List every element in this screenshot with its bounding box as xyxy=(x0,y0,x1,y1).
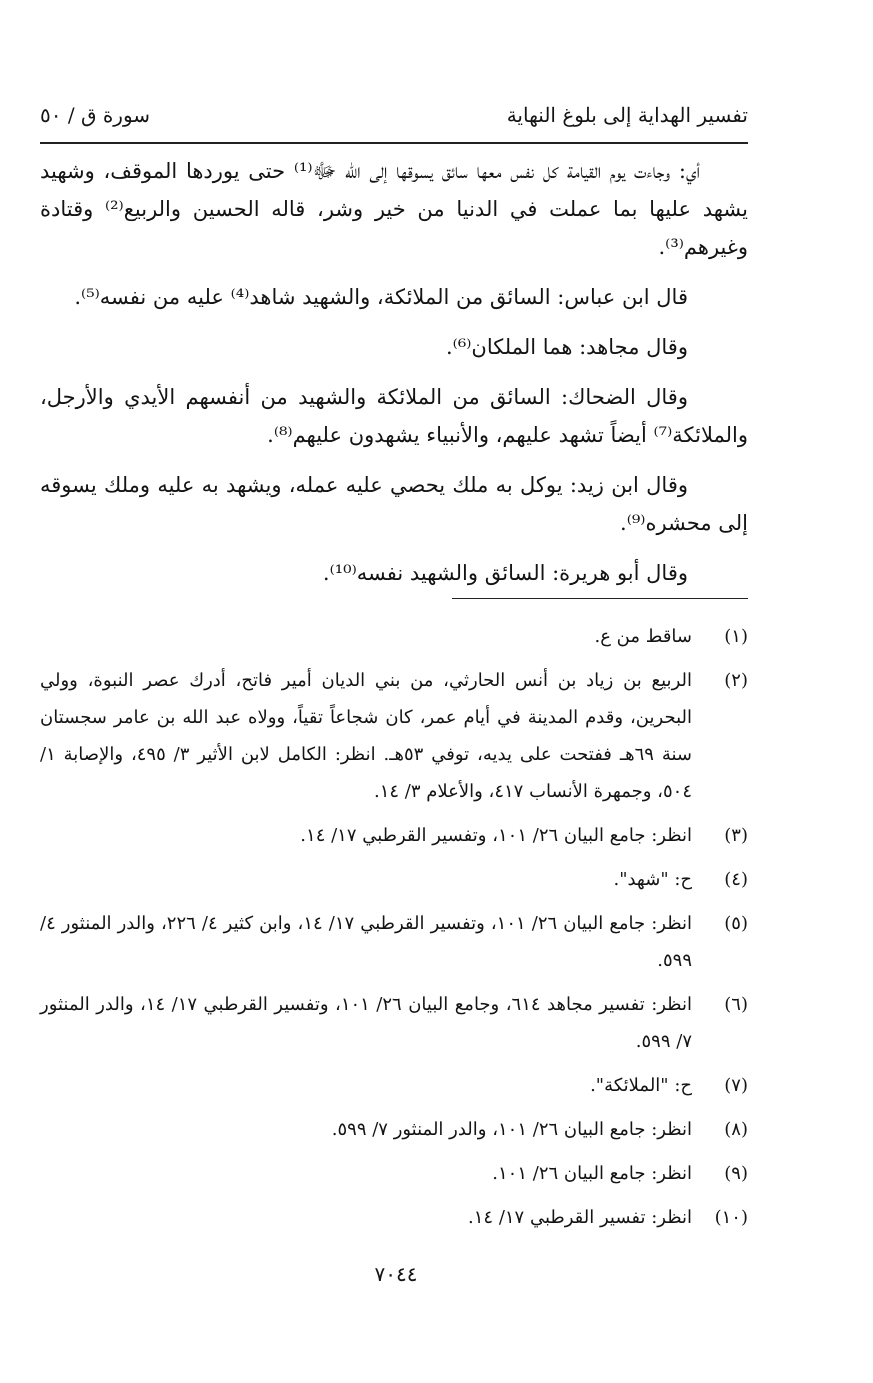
footnote xyxy=(40,817,748,854)
footnote-number: (٨) xyxy=(724,1119,748,1140)
footnote-text: انظر: تفسير مجاهد ٦١٤، وجامع البيان ٢٦/ ١٠١، وتفسير القرطبي ١٧/ ١٤، والدر المنثور ٧/ ٥٩٩. xyxy=(40,994,692,1052)
main-text xyxy=(40,152,748,604)
paragraph: أي: وجاءت يوم القيامة كل نفس معها سائق يسوقها إلى الله ﷻ⁽¹⁾ حتى يوردها الموقف، وشهيد يشهد عليها بما عملت في الدنيا من خير وشر، قاله الحسين والربيع⁽²⁾ وقتادة وغيرهم⁽³⁾. xyxy=(40,159,748,259)
footnote xyxy=(40,1199,748,1236)
footnotes xyxy=(40,618,748,1243)
footnote-text: انظر: جامع البيان ٢٦/ ١٠١. xyxy=(492,1163,692,1184)
footnote-number: (٦) xyxy=(724,994,748,1015)
footnote-text: انظر: جامع البيان ٢٦/ ١٠١، وتفسير القرطبي ١٧/ ١٤، وابن كثير ٤/ ٢٢٦، والدر المنثور ٤/ ٥٩٩. xyxy=(40,913,692,971)
page-number: ٧٠٤٤ xyxy=(374,1262,418,1286)
header-divider xyxy=(40,142,748,144)
paragraph: وقال ابن زيد: يوكل به ملك يحصي عليه عمله، ويشهد به عليه وملك يسوقه إلى محشره⁽⁹⁾. xyxy=(40,473,748,535)
footnote xyxy=(40,618,748,655)
footnote-divider xyxy=(452,598,748,599)
footnote xyxy=(40,905,748,979)
paragraph: وقال الضحاك: السائق من الملائكة والشهيد من أنفسهم الأيدي والأرجل، والملائكة⁽⁷⁾ أيضاً تشهد عليهم، والأنبياء يشهدون عليهم⁽⁸⁾. xyxy=(40,385,748,447)
footnote-text: الربيع بن زياد بن أنس الحارثي، من بني الديان أمير فاتح، أدرك عصر النبوة، وولي البحرين، وقدم المدينة في أيام عمر، كان شجاعاً تقياً، وولاه عبد الله بن عامر سجستان سنة ٦٩هـ ففتحت على يديه، توفي ٥٣هـ. انظر: الكامل لابن الأثير ٣/ ٤٩٥، والإصابة ١/ ٥٠٤، وجمهرة الأنساب ٤١٧، والأعلام ٣/ ١٤. xyxy=(40,670,693,802)
paragraph: وقال مجاهد: هما الملكان⁽⁶⁾. xyxy=(445,335,688,359)
footnote-number: (٩) xyxy=(724,1163,748,1184)
footnote-number: (٧) xyxy=(724,1075,748,1096)
footnote-number: (١) xyxy=(724,626,748,647)
footnote xyxy=(40,861,748,898)
footnote-number: (٥) xyxy=(724,913,748,934)
footnote xyxy=(40,1155,748,1192)
footnote-text: انظر: تفسير القرطبي ١٧/ ١٤. xyxy=(468,1207,692,1228)
footnote-number: (٤) xyxy=(724,869,748,890)
book-title: تفسير الهداية إلى بلوغ النهاية xyxy=(506,103,748,127)
paragraph: وقال أبو هريرة: السائق والشهيد نفسه⁽¹⁰⁾. xyxy=(322,561,688,585)
footnote xyxy=(40,662,748,810)
footnote-number: (١٠) xyxy=(714,1207,748,1228)
footnote-number: (٢) xyxy=(724,670,748,691)
footnote xyxy=(40,1067,748,1104)
footnote xyxy=(40,1111,748,1148)
footnote xyxy=(40,986,748,1060)
footnote-text: انظر: جامع البيان ٢٦/ ١٠١، وتفسير القرطبي ١٧/ ١٤. xyxy=(300,825,692,846)
footnote-text: ح: "شهد". xyxy=(613,869,692,890)
surah-reference: سورة ق / ٥٠ xyxy=(40,103,151,127)
footnote-number: (٣) xyxy=(724,825,748,846)
paragraph: قال ابن عباس: السائق من الملائكة، والشهيد شاهد⁽⁴⁾ عليه من نفسه⁽⁵⁾. xyxy=(74,285,688,309)
footnote-text: ساقط من ع. xyxy=(594,626,692,647)
page-header xyxy=(40,92,748,138)
footnote-text: انظر: جامع البيان ٢٦/ ١٠١، والدر المنثور ٧/ ٥٩٩. xyxy=(331,1119,692,1140)
footnote-text: ح: "الملائكة". xyxy=(590,1075,692,1096)
